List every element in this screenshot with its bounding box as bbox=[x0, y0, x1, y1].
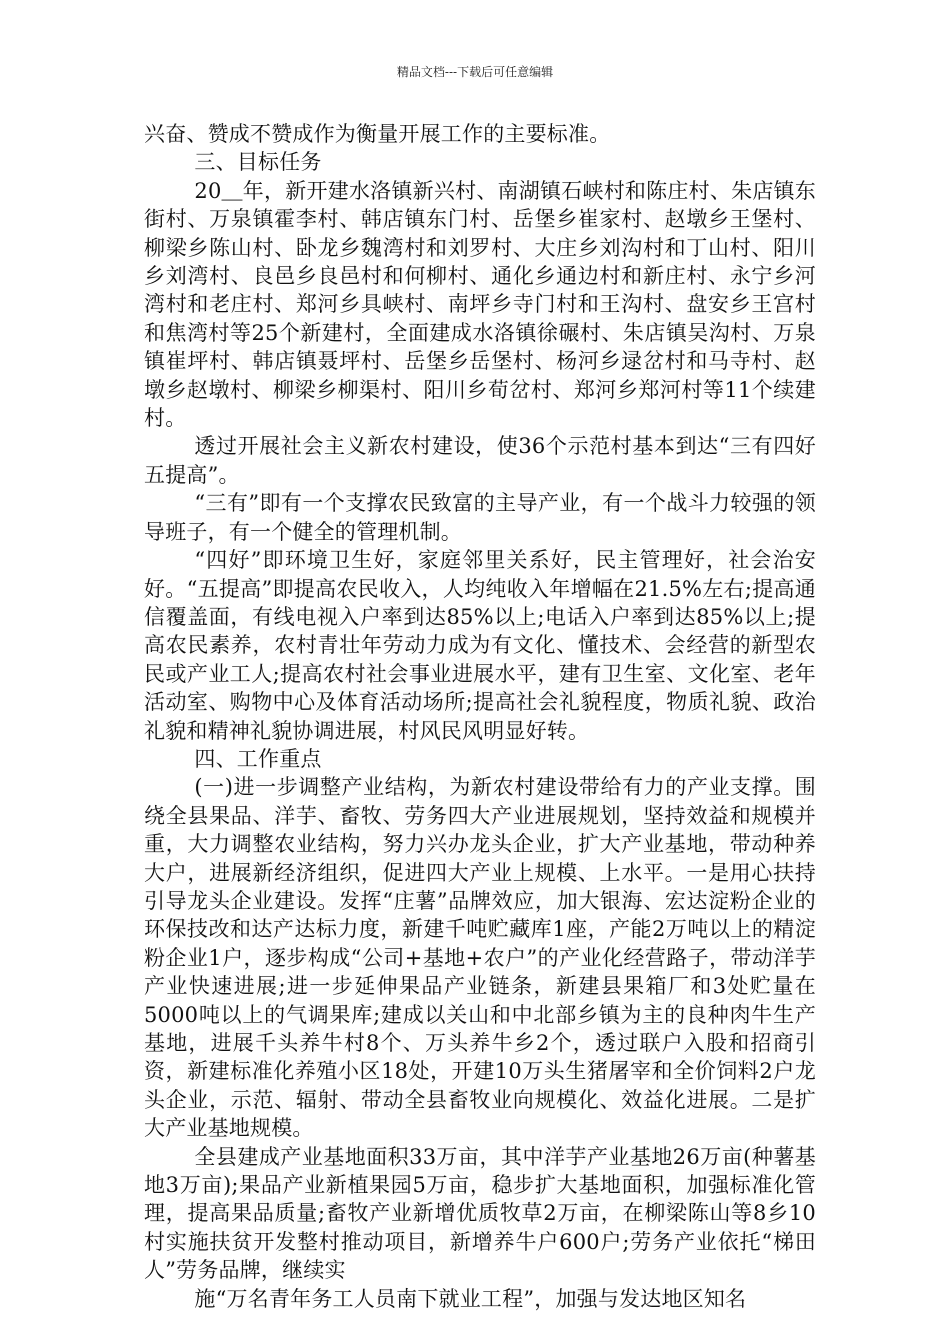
paragraph: 全县建成产业基地面积33万亩，其中洋芋产业基地26万亩(种薯基地3万亩);果品产业新植果园5万亩，稳步扩大基地面积，加强标准化管理，提高果品质量;畜牧产业新增优质牧草2万亩，在柳梁陈山等8乡10村实施扶贫开发整村推动项目，新增养牛户600户;劳务产业依托“梯田人”劳务品牌，继续实 bbox=[144, 1144, 816, 1283]
paragraph: 20＿年，新开建水洛镇新兴村、南湖镇石峡村和陈庄村、朱店镇东街村、万泉镇霍李村、韩店镇东门村、岳堡乡崔家村、赵墩乡王堡村、柳梁乡陈山村、卧龙乡魏湾村和刘罗村、大庄乡刘沟村和丁山村、阳川乡刘湾村、良邑乡良邑村和何柳村、通化乡通边村和新庄村、永宁乡河湾村和老庄村、郑河乡具峡村、南坪乡寺门村和王沟村、盘安乡王宫村和焦湾村等25个新建村，全面建成水洛镇徐碾村、朱店镇吴沟村、万泉镇崔坪村、韩店镇聂坪村、岳堡乡岳堡村、杨河乡逯岔村和马寺村、赵墩乡赵墩村、柳梁乡柳渠村、阳川乡荀岔村、郑河乡郑河村等11个续建村。 bbox=[144, 178, 816, 431]
paragraph: “四好”即环境卫生好，家庭邻里关系好，民主管理好，社会治安好。“五提高”即提高农民收入，人均纯收入年增幅在21.5%左右;提高通信覆盖面，有线电视入户率到达85%以上;电话入户率到达85%以上;提高农民素养，农村青壮年劳动力成为有文化、懂技术、会经营的新型农民或产业工人;提高农村社会事业进展水平，建有卫生室、文化室、老年活动室、购物中心及体育活动场所;提高社会礼貌程度，物质礼貌、政治礼貌和精神礼貌协调进展，村风民风明显好转。 bbox=[144, 548, 816, 743]
section-heading: 三、目标任务 bbox=[194, 150, 322, 175]
paragraph: 兴奋、赞成不赞成作为衡量开展工作的主要标准。 bbox=[144, 122, 611, 146]
paragraph: 透过开展社会主义新农村建设，使36个示范村基本到达“三有四好五提高”。 bbox=[144, 434, 816, 487]
paragraph: “三有”即有一个支撑农民致富的主导产业，有一个战斗力较强的领导班子，有一个健全的管理机制。 bbox=[144, 491, 816, 544]
paragraph: (一)进一步调整产业结构，为新农村建设带给有力的产业支撑。围绕全县果品、洋芋、畜牧、劳务四大产业进展规划，坚持效益和规模并重，大力调整农业结构，努力兴办龙头企业，扩大产业基地，带动种养大户，进展新经济组织，促进四大产业上规模、上水平。一是用心扶持引导龙头企业建设。发挥“庄薯”品牌效应，加大银海、宏达淀粉企业的环保技改和达产达标力度，新建千吨贮藏库1座，产能2万吨以上的精淀粉企业1户，逐步构成“公司+基地+农户”的产业化经营路子，带动洋芋产业快速进展;进一步延伸果品产业链条，新建县果箱厂和3处贮量在5000吨以上的气调果库;建成以关山和中北部乡镇为主的良种肉牛生产基地，进展千头养牛村8个、万头养牛乡2个，透过联户入股和招商引资，新建标准化养殖小区18处，开建10万头生猪屠宰和全价饲料2户龙头企业，示范、辐射、带动全县畜牧业向规模化、效益化进展。二是扩大产业基地规模。 bbox=[144, 775, 816, 1141]
paragraph: 施“万名青年务工人员南下就业工程”，加强与发达地区知名 bbox=[194, 1286, 747, 1311]
page-header: 精品文档---下载后可任意编辑 bbox=[396, 65, 554, 79]
section-heading: 四、工作重点 bbox=[194, 746, 322, 771]
document-body bbox=[144, 120, 816, 1313]
